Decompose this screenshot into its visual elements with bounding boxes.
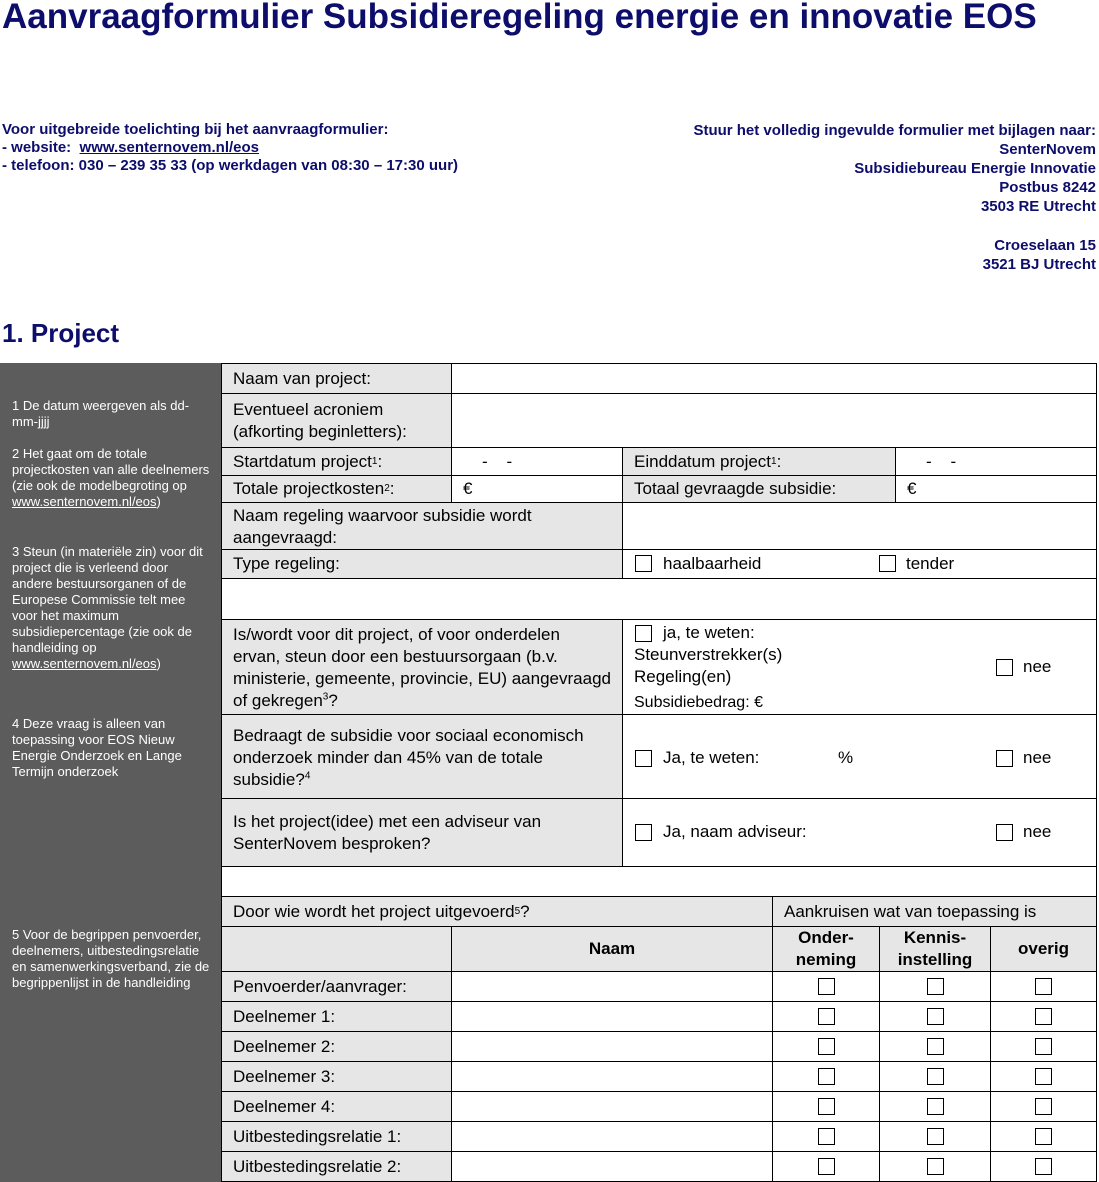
participant-knowledge-checkbox[interactable] [927,1158,944,1175]
total-costs-euro: € [463,479,473,498]
participant-other-cell [990,1091,1097,1122]
footnote-3-end: ) [156,656,161,671]
advisor-answer [622,798,1097,867]
info-right-line2: SenterNovem [999,141,1096,158]
project-name-label: Naam van project: [221,363,452,394]
info-right-line5: 3503 RE Utrecht [980,198,1096,215]
participant-other-cell [990,1031,1097,1062]
participant-company-checkbox[interactable] [818,1158,835,1175]
participant-company-cell [772,1151,880,1182]
spacer-row-2 [221,866,1097,897]
participant-knowledge-checkbox[interactable] [927,1128,944,1145]
participant-company-cell [772,1061,880,1092]
aid-yes-checkbox[interactable] [635,625,652,642]
aid-question-mark: ? [328,691,338,710]
executor-question: Door wie wordt het project uitgevoerd 5 ? [221,896,773,927]
project-form [221,363,1097,1182]
participant-role-label: Deelnemer 1: [221,1001,452,1032]
scheme-type-label: Type regeling: [221,549,623,579]
scheme-name-label: Naam regeling waarvoor subsidie wordt aangevraagd: [221,502,623,550]
participant-knowledge-cell [879,1151,991,1182]
participant-knowledge-cell [879,1121,991,1152]
col-header-role [221,926,452,972]
participant-other-checkbox[interactable] [1035,1128,1052,1145]
aid-no-checkbox[interactable] [996,659,1013,676]
participant-role-label: Uitbestedingsrelatie 1: [221,1121,452,1152]
info-left-line1: Voor uitgebreide toelichting bij het aanvraagformulier: [2,121,389,138]
participant-knowledge-checkbox[interactable] [927,1098,944,1115]
participant-knowledge-checkbox[interactable] [927,1068,944,1085]
social-answer [622,714,1097,799]
info-website [2,139,562,157]
participant-knowledge-checkbox[interactable] [927,1038,944,1055]
participant-role-label: Deelnemer 2: [221,1031,452,1062]
info-phone: - telefoon: 030 – 239 35 33 (op werkdagen van 08:30 – 17:30 uur) [2,157,459,174]
participant-company-checkbox[interactable] [818,1008,835,1025]
aid-scheme-label: Regeling(en) [634,667,732,686]
info-right [616,121,1096,274]
social-no-checkbox[interactable] [996,750,1013,767]
participant-other-cell [990,1121,1097,1152]
participant-company-checkbox[interactable] [818,978,835,995]
participant-company-checkbox[interactable] [818,1068,835,1085]
participant-company-cell [772,971,880,1002]
social-yes-checkbox[interactable] [635,750,652,767]
executor-question-text: Door wie wordt het project uitgevoerd [233,901,515,921]
participant-knowledge-cell [879,1001,991,1032]
participant-other-checkbox[interactable] [1035,978,1052,995]
acronym-label [221,393,452,448]
participant-other-cell [990,1061,1097,1092]
tender-checkbox[interactable] [879,555,896,572]
form-title: Aanvraagformulier Subsidieregeling energie en innovatie EOS [2,0,1037,36]
scheme-type-options [622,549,1097,579]
participant-name-input[interactable] [451,1091,773,1122]
end-date-label-text: Einddatum project [634,451,772,471]
haalbaarheid-checkbox[interactable] [635,555,652,572]
haalbaarheid-label: haalbaarheid [663,554,762,573]
participant-name-input[interactable] [451,1061,773,1092]
participant-company-checkbox[interactable] [818,1128,835,1145]
footnote-3-text: 3 Steun (in materiële zin) voor dit project die is verleend door andere bestuursorganen of de Europese Commissie telt mee voor het maximum subsidiepercentage (zie ook de handleiding op [12,544,203,655]
col-header-company-line1: Onder- [798,928,854,947]
end-date-input[interactable] [895,447,1097,476]
col-header-knowledge-line2: instelling [897,950,973,969]
aid-question [221,619,623,715]
advisor-no-checkbox[interactable] [996,824,1013,841]
col-header-name: Naam [451,926,773,972]
aid-provider-label: Steunverstrekker(s) [634,645,783,664]
participant-other-cell [990,971,1097,1002]
project-name-input[interactable] [451,363,1097,394]
aid-yes-label: ja, te weten: [663,623,755,642]
participant-other-checkbox[interactable] [1035,1038,1052,1055]
participant-name-input[interactable] [451,1151,773,1182]
advisor-yes-label: Ja, naam adviseur: [663,822,807,841]
spacer-row-1 [221,578,1097,620]
social-percent: % [838,748,854,767]
check-applicable-label: Aankruisen wat van toepassing is [772,896,1097,927]
col-header-knowledge-line1: Kennis- [903,928,967,947]
participant-name-input[interactable] [451,1031,773,1062]
participant-company-cell [772,1001,880,1032]
col-header-company-line2: neming [795,950,857,969]
aid-amount-label: Subsidiebedrag: € [634,694,763,711]
col-header-other: overig [990,926,1097,972]
aid-no-label: nee [1023,657,1052,676]
footnote-sidebar [0,363,221,1182]
social-question-text: Bedraagt de subsidie voor sociaal economisch onderzoek minder dan 45% van de totale subsidie? [233,726,584,789]
total-subsidy-euro: € [907,479,917,498]
participant-other-checkbox[interactable] [1035,1098,1052,1115]
info-left [2,121,562,175]
participant-knowledge-checkbox[interactable] [927,1008,944,1025]
participant-role-label: Deelnemer 3: [221,1061,452,1092]
aid-footnote-ref: 3 [322,691,329,703]
end-date-placeholder: - - [926,451,957,471]
participant-company-checkbox[interactable] [818,1038,835,1055]
footnote-2-link[interactable]: www.senternovem.nl/eos [12,494,157,509]
participant-knowledge-checkbox[interactable] [927,978,944,995]
participant-knowledge-cell [879,1031,991,1062]
col-header-knowledge [879,926,991,972]
scheme-name-input[interactable] [622,502,1097,550]
info-right-line6: Croeselaan 15 [994,237,1096,254]
participant-other-checkbox[interactable] [1035,1068,1052,1085]
participant-other-cell [990,1151,1097,1182]
footnote-4: 4 Deze vraag is alleen van toepassing voor EOS Nieuw Energie Onderzoek en Lange Termijn onderzoek [12,716,182,779]
participant-name-input[interactable] [451,1121,773,1152]
participant-role-label: Uitbestedingsrelatie 2: [221,1151,452,1182]
participant-role-label: Deelnemer 4: [221,1091,452,1122]
website-link[interactable]: www.senternovem.nl/eos [79,139,260,156]
total-subsidy-input[interactable] [895,475,1097,503]
website-prefix: - website: [2,139,72,156]
end-date-colon: : [776,451,782,471]
total-costs-label-text: Totale projectkosten [233,479,385,498]
social-yes-label: Ja, te weten: [663,748,760,767]
footnote-3-link[interactable]: www.senternovem.nl/eos [12,656,157,671]
footnote-2 [12,446,212,510]
acronym-label-line2: (afkorting beginletters): [233,422,407,441]
info-right-line4: Postbus 8242 [999,179,1096,196]
participant-company-checkbox[interactable] [818,1098,835,1115]
social-no-label: nee [1023,748,1052,767]
participant-other-checkbox[interactable] [1035,1158,1052,1175]
participant-knowledge-cell [879,1061,991,1092]
footnote-2-end: ) [156,494,161,509]
col-header-company [772,926,880,972]
total-subsidy-label: Totaal gevraagde subsidie: [622,475,896,503]
executor-question-mark: ? [520,901,530,921]
footnote-3 [12,544,212,672]
section-heading: 1. Project [2,318,120,348]
social-question [221,714,623,799]
advisor-question: Is het project(idee) met een adviseur van SenterNovem besproken? [221,798,623,867]
participant-other-cell [990,1001,1097,1032]
acronym-label-line1: Eventueel acroniem [233,400,384,419]
participant-company-cell [772,1031,880,1062]
aid-answer [622,619,1097,715]
footnote-2-text: 2 Het gaat om de totale projectkosten van alle deelnemers (zie ook de modelbegroting op [12,446,210,493]
info-right-line1: Stuur het volledig ingevulde formulier met bijlagen naar: [693,122,1096,139]
acronym-input[interactable] [451,393,1097,448]
end-date-label: Einddatum project 1 : [622,447,896,476]
participant-name-input[interactable] [451,971,773,1002]
start-date-placeholder: - - [482,451,513,471]
footnote-1: 1 De datum weergeven als dd-mm-jjjj [12,398,190,429]
participant-role-label: Penvoerder/aanvrager: [221,971,452,1002]
participant-company-cell [772,1121,880,1152]
participant-other-checkbox[interactable] [1035,1008,1052,1025]
advisor-yes-checkbox[interactable] [635,824,652,841]
start-date-colon: : [377,451,383,471]
participant-name-input[interactable] [451,1001,773,1032]
aid-question-text: Is/wordt voor dit project, of voor onderdelen ervan, steun door een bestuursorgaan (b.v. ministerie, gemeente, provincie, EU) aangevraagd of gekregen [233,625,611,710]
participant-company-cell [772,1091,880,1122]
start-date-label-text: Startdatum project [233,451,372,471]
total-costs-colon: : [389,479,395,498]
tender-label: tender [906,554,955,573]
total-costs-label: Totale projectkosten 2 : [221,475,452,503]
start-date-label: Startdatum project 1 : [221,447,452,476]
participant-knowledge-cell [879,971,991,1002]
info-right-line3: Subsidiebureau Energie Innovatie [854,160,1096,177]
social-footnote-ref: 4 [304,770,311,782]
start-date-input[interactable] [451,447,623,476]
advisor-no-label: nee [1023,822,1052,841]
total-costs-input[interactable] [451,475,623,503]
info-right-line7: 3521 BJ Utrecht [982,256,1096,273]
footnote-5: 5 Voor de begrippen penvoerder, deelnemers, uitbestedingsrelatie en samenwerkingsverband, zie de begrippenlijst in de handleiding [12,927,210,990]
participant-knowledge-cell [879,1091,991,1122]
